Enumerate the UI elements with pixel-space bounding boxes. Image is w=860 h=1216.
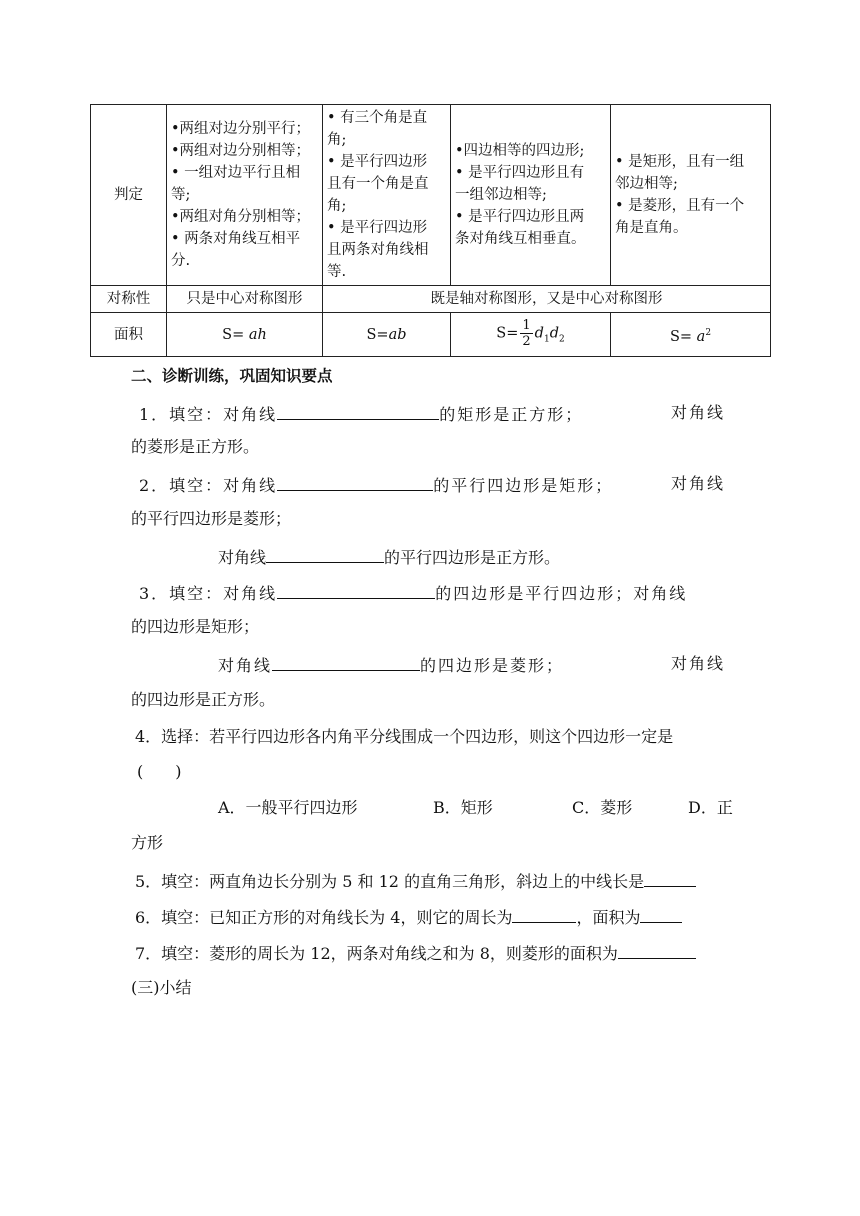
formula-expr: ah — [248, 326, 267, 343]
text-line: • 是菱形，且有一个 — [615, 198, 745, 214]
answer-blank[interactable] — [277, 401, 439, 420]
superscript: 2 — [705, 327, 712, 338]
cell-symmetry-parallelogram: 只是中心对称图形 — [167, 286, 323, 313]
answer-blank[interactable] — [272, 652, 420, 671]
answer-blank[interactable] — [277, 580, 435, 599]
table-row-area — [91, 313, 771, 357]
cell-area-parallelogram — [167, 313, 323, 357]
formula-expr: ab — [388, 326, 407, 343]
answer-blank[interactable] — [512, 904, 576, 923]
text: 1．填空：对角线 — [139, 405, 278, 424]
answer-blank[interactable] — [644, 868, 696, 887]
text: 的四边形是菱形； — [420, 656, 565, 675]
text-line: • 两条对角线互相平 — [171, 231, 301, 247]
text: 对角线 — [218, 656, 273, 675]
fraction-numerator: 1 — [522, 318, 531, 334]
cell-rectangle-criteria — [323, 105, 451, 286]
text-line: 邻边相等; — [615, 176, 678, 192]
option-b[interactable]: B．矩形 — [433, 798, 493, 817]
text-line: 一组邻边相等; — [455, 187, 547, 203]
text-line: •四边相等的四边形; — [455, 143, 585, 159]
text-line: • 有三个角是直 — [327, 110, 428, 126]
question-4-paren: ( ) — [137, 762, 182, 781]
table-row-judgement — [91, 105, 771, 286]
text: 3．填空：对角线 — [139, 584, 278, 603]
text-line: • 是平行四边形 — [327, 154, 428, 170]
text-line: 分. — [171, 253, 191, 269]
question-3-line-2: 的四边形是矩形； — [131, 617, 260, 636]
cell-area-rectangle — [323, 313, 451, 357]
question-2-line-1 — [139, 472, 613, 496]
properties-table — [90, 104, 771, 357]
text-line: 等; — [171, 187, 191, 203]
formula-prefix: S= — [496, 325, 519, 342]
option-c[interactable]: C．菱形 — [572, 798, 633, 817]
formula-prefix: S= — [222, 326, 249, 343]
question-4-stem: 4．选择：若平行四边形各内角平分线围成一个四边形，则这个四边形一定是 — [135, 727, 674, 746]
text: 对角线 — [218, 548, 267, 567]
question-3-line-3 — [218, 652, 564, 676]
text-line: • 是平行四边形 — [327, 220, 428, 236]
text-line: 等. — [327, 264, 347, 280]
subscript: 1 — [543, 334, 550, 345]
diagonal-symbol: d — [534, 325, 544, 342]
question-2-line-3 — [218, 544, 560, 568]
cell-area-rhombus — [451, 313, 611, 357]
question-2-segment: 对角线 — [671, 474, 726, 493]
text: 5．填空：两直角边长分别为 5 和 12 的直角三角形，斜边上的中线长是 — [135, 872, 645, 891]
text-line: •两组对边分别平行； — [171, 121, 311, 137]
text: 的平行四边形是矩形； — [433, 476, 614, 495]
text-line: • 是平行四边形且两 — [455, 209, 585, 225]
cell-parallelogram-criteria — [167, 105, 323, 286]
answer-blank[interactable] — [277, 472, 433, 491]
option-d[interactable]: D．正 — [688, 798, 733, 817]
cell-square-criteria — [611, 105, 771, 286]
formula-prefix: S= — [669, 328, 697, 345]
text: 7．填空：菱形的周长为 12，两条对角线之和为 8，则菱形的面积为 — [135, 944, 618, 963]
summary-heading: (三)小结 — [131, 978, 192, 997]
table-row-symmetry — [91, 286, 771, 313]
question-7 — [135, 940, 696, 964]
answer-blank[interactable] — [618, 940, 696, 959]
row-head: 判定 — [91, 105, 167, 286]
question-3-segment: 对角线 — [671, 654, 726, 673]
answer-blank[interactable] — [640, 904, 682, 923]
text: 6．填空：已知正方形的对角线长为 4，则它的周长为 — [135, 908, 513, 927]
text-line: 且有一个角是直 — [327, 176, 429, 192]
question-5 — [135, 868, 696, 892]
text: 2．填空：对角线 — [139, 476, 278, 495]
text-line: •两组对角分别相等； — [171, 209, 311, 225]
question-1-line-2: 的菱形是正方形。 — [131, 437, 260, 456]
fraction — [520, 318, 532, 349]
subscript: 2 — [558, 334, 565, 345]
row-head: 面积 — [91, 313, 167, 357]
text: 的四边形是平行四边形；对角线 — [435, 584, 688, 603]
text-line: 条对角线互相垂直。 — [455, 231, 586, 247]
formula-prefix: S= — [366, 326, 389, 343]
question-2-line-2: 的平行四边形是菱形； — [131, 509, 292, 528]
option-a[interactable]: A．一般平行四边形 — [218, 798, 358, 817]
text: ，面积为 — [576, 908, 641, 927]
text-line: • 是矩形，且有一组 — [615, 154, 745, 170]
text-line: 角; — [327, 132, 347, 148]
question-1-segment: 对角线 — [671, 403, 726, 422]
cell-rhombus-criteria — [451, 105, 611, 286]
question-1-line-1 — [139, 401, 583, 425]
diagonal-symbol: d — [549, 325, 559, 342]
text-line: 角; — [327, 198, 347, 214]
text-line: • 是平行四边形且有 — [455, 165, 585, 181]
text-line: 角是直角。 — [615, 220, 688, 236]
text-line: • 一组对边平行且相 — [171, 165, 301, 181]
formula-expr: a — [696, 328, 706, 345]
section-heading: 二、诊断训练，巩固知识要点 — [131, 367, 333, 385]
answer-blank[interactable] — [266, 544, 384, 563]
question-3-line-4: 的四边形是正方形。 — [131, 690, 276, 709]
question-3-line-1 — [139, 580, 687, 604]
text: 的平行四边形是正方形。 — [384, 548, 561, 567]
text-line: 且两条对角线相 — [327, 242, 429, 258]
cell-area-square — [611, 313, 771, 357]
cell-symmetry-others: 既是轴对称图形，又是中心对称图形 — [323, 286, 771, 313]
question-6 — [135, 904, 682, 928]
text: 的矩形是正方形； — [439, 405, 584, 424]
fraction-denominator: 2 — [522, 334, 531, 350]
text-line: •两组对边分别相等； — [171, 143, 311, 159]
option-d-continued: 方形 — [131, 833, 164, 852]
row-head: 对称性 — [91, 286, 167, 313]
